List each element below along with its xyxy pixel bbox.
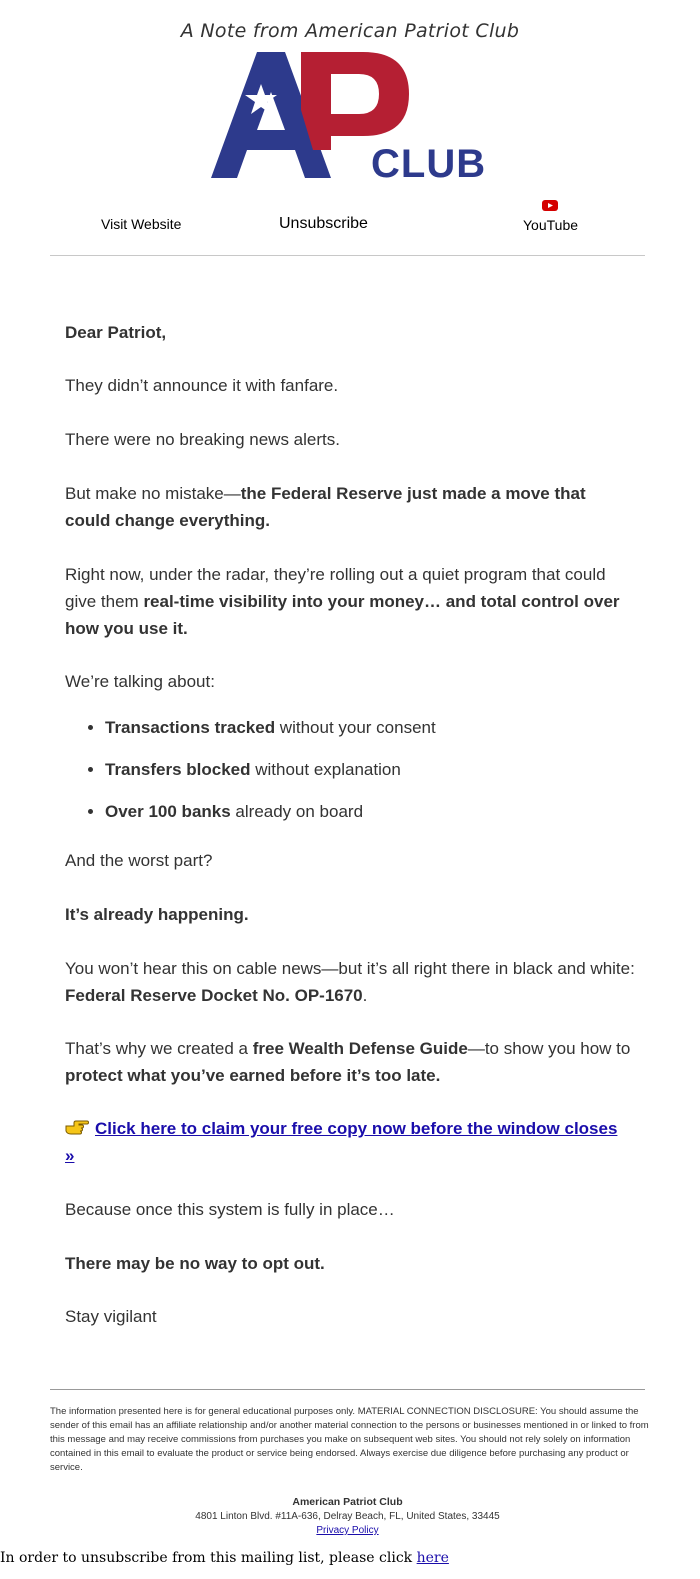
- claim-free-copy-link[interactable]: Click here to claim your free copy now before the window closes »: [65, 1119, 618, 1165]
- footer-divider: [50, 1389, 645, 1390]
- unsubscribe-notice: In order to unsubscribe from this mailing list, please click here: [0, 1550, 449, 1566]
- paragraph-6: And the worst part?: [65, 851, 213, 870]
- footer-address: 4801 Linton Blvd. #11A-636, Delray Beach, FL, United States, 33445: [195, 1511, 500, 1522]
- paragraph-5: We’re talking about:: [65, 672, 215, 691]
- header-tagline: A Note from American Patriot Club: [180, 20, 520, 42]
- ap-club-logo: [205, 50, 495, 185]
- disclaimer-text: The information presented here is for general educational purposes only. MATERIAL CONNECTION DISCLOSURE: You should assume the sender of this email has an affiliate relationship and/or another material connection to the persons or businesses mentioned in or linked to from this message and may receive commissions from purchases you make on subsequent web sites. You should not rely solely on information contained in this email to evaluate the product or service being endorsed. Always exercise due diligence before purchasing any product or service.: [50, 1406, 649, 1473]
- privacy-policy-link[interactable]: Privacy Policy: [316, 1525, 379, 1536]
- youtube-icon[interactable]: [542, 200, 558, 211]
- paragraph-4: Right now, under the radar, they’re rolling out a quiet program that could give them real-time visibility into your money… and total control over how you use it.: [65, 565, 620, 638]
- bullet-list: [65, 714, 436, 840]
- paragraph-9: That’s why we created a free Wealth Defense Guide—to show you how to protect what you’ve earned before it’s too late.: [65, 1039, 631, 1085]
- header-divider: [50, 255, 645, 256]
- logo-club-text: CLUB: [371, 142, 487, 185]
- visit-website-link[interactable]: Visit Website: [101, 216, 182, 232]
- greeting: Dear Patriot,: [65, 323, 167, 342]
- pointing-hand-icon: [65, 1120, 89, 1136]
- paragraph-3: But make no mistake—the Federal Reserve just made a move that could change everything.: [65, 484, 586, 530]
- paragraph-7: It’s already happening.: [65, 905, 249, 924]
- unsubscribe-link[interactable]: Unsubscribe: [279, 215, 368, 232]
- list-item: • Transactions tracked without your consent: [105, 714, 436, 756]
- youtube-link[interactable]: YouTube: [523, 217, 579, 233]
- paragraph-8: You won’t hear this on cable news—but it’s all right there in black and white: Federal Reserve Docket No. OP-1670.: [65, 959, 635, 1005]
- footer-company: American Patriot Club: [292, 1496, 403, 1508]
- signoff: Stay vigilant: [65, 1307, 157, 1326]
- paragraph-11: There may be no way to opt out.: [65, 1254, 325, 1273]
- unsubscribe-here-link[interactable]: here: [416, 1550, 449, 1566]
- paragraph-1: They didn’t announce it with fanfare.: [65, 376, 339, 395]
- paragraph-2: There were no breaking news alerts.: [65, 430, 340, 449]
- footer-privacy: [50, 1525, 645, 1536]
- cta-block: [65, 1115, 625, 1169]
- logo-letter-p: [301, 52, 409, 150]
- list-item: • Transfers blocked without explanation: [105, 756, 436, 798]
- list-item: • Over 100 banks already on board: [105, 798, 436, 840]
- paragraph-10: Because once this system is fully in place…: [65, 1200, 395, 1219]
